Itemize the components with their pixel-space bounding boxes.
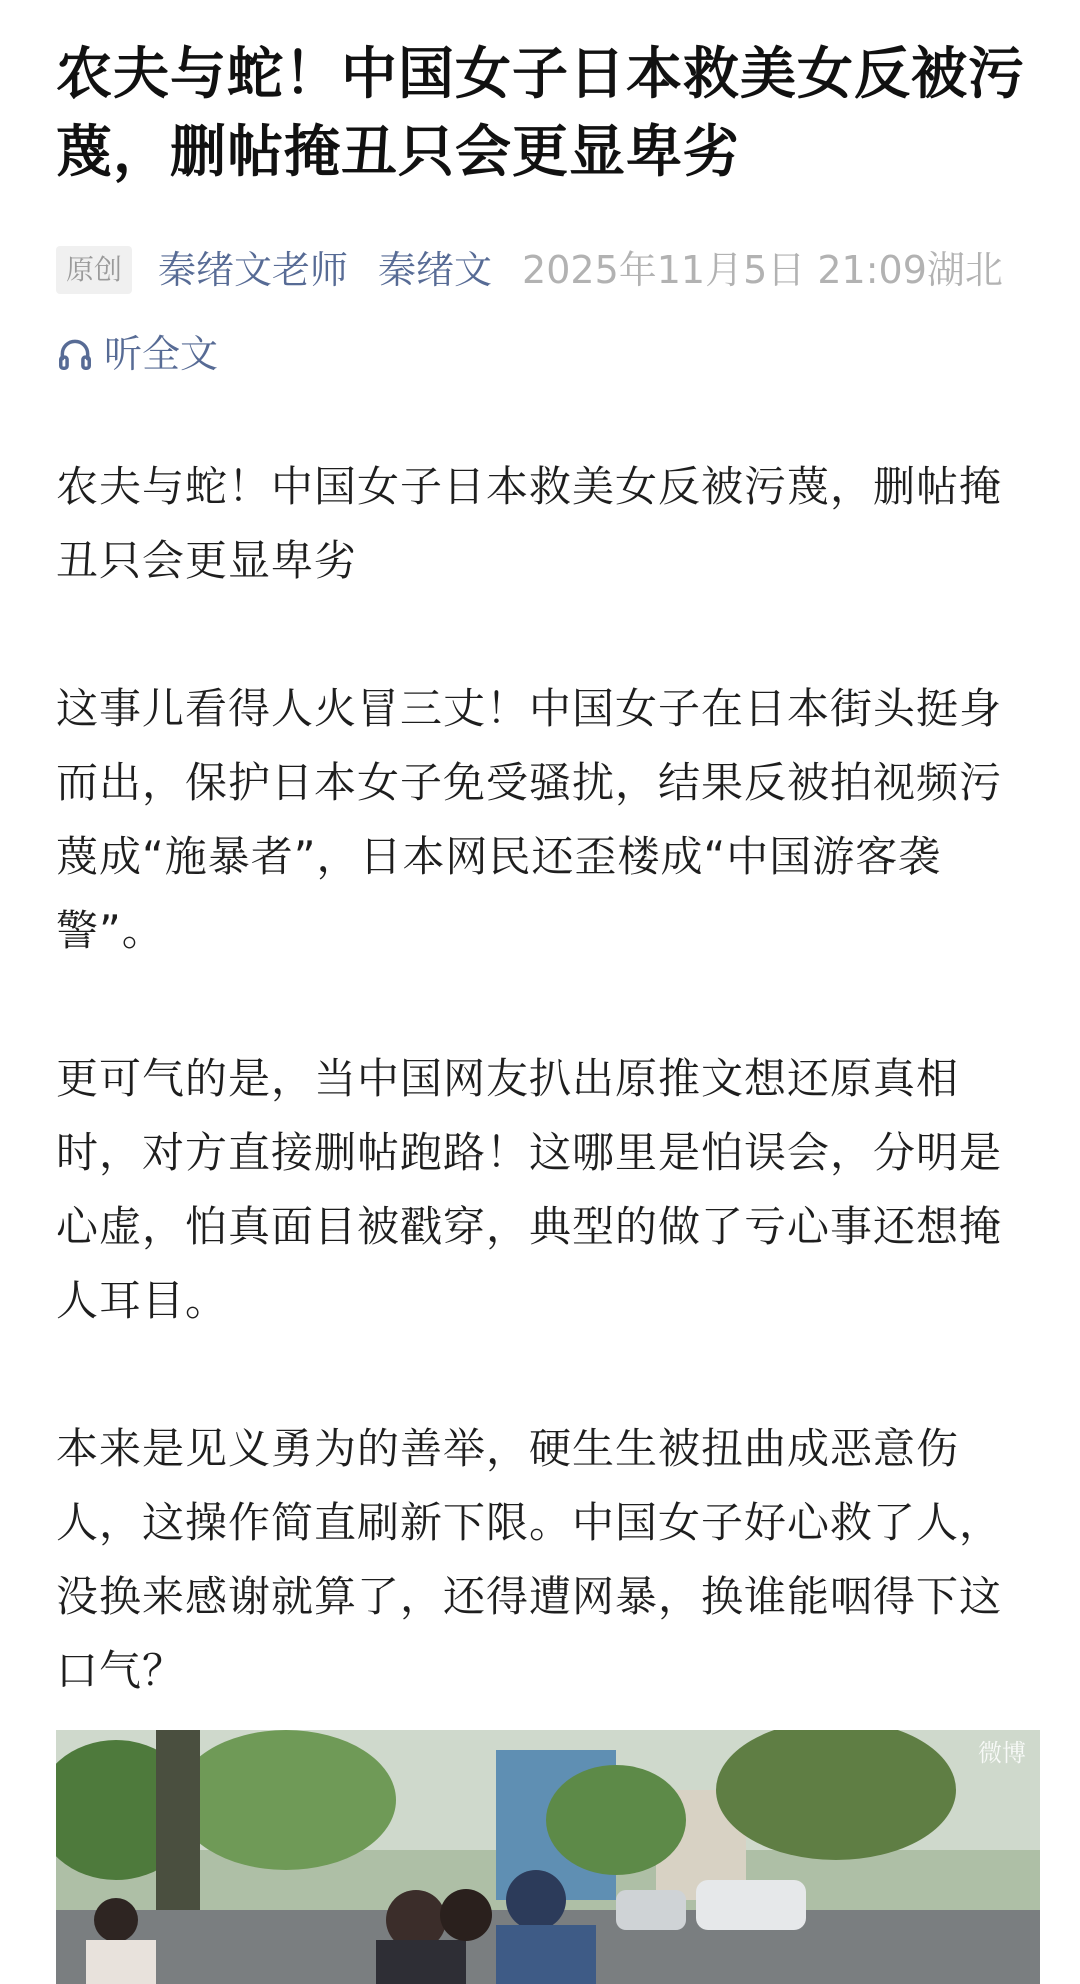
article-image[interactable]: [56, 1730, 1040, 1984]
paragraph: 更可气的是，当中国网友扒出原推文想还原真相时，对方直接删帖跑路！这哪里是怕误会，分明是心虚，怕真面目被戳穿，典型的做了亏心事还想掩人耳目。: [56, 1054, 1003, 1325]
paragraph: 本来是见义勇为的善举，硬生生被扭曲成恶意伤人，这操作简直刷新下限。中国女子好心救了人，没换来感谢就算了，还得遭网暴，换谁能咽得下这口气？: [56, 1424, 1003, 1695]
original-badge: 原创: [56, 246, 132, 294]
publish-datetime: 2025年11月5日 21:09: [522, 248, 927, 292]
publish-region: 湖北: [926, 248, 1003, 292]
article-title: 农夫与蛇！中国女子日本救美女反被污蔑，删帖掩丑只会更显卑劣: [56, 42, 1025, 185]
listen-label: 听全文: [104, 332, 219, 376]
headphones-icon: [56, 335, 94, 373]
author-account-link[interactable]: 秦绪文: [378, 248, 493, 292]
article-page: [56, 0, 1040, 1718]
author-name-link[interactable]: 秦绪文老师: [158, 248, 349, 292]
article-body: [56, 450, 1040, 1708]
listen-full-text-button[interactable]: [56, 312, 218, 396]
paragraph: 这事儿看得人火冒三丈！中国女子在日本街头挺身而出，保护日本女子免受骚扰，结果反被拍视频污蔑成“施暴者”，日本网民还歪楼成“中国游客袭警”。: [56, 684, 1003, 955]
paragraph: 农夫与蛇！中国女子日本救美女反被污蔑，删帖掩丑只会更显卑劣: [56, 462, 1003, 585]
image-watermark: 微博: [978, 1739, 1026, 1767]
street-scene-illustration: [56, 1730, 1040, 1984]
article-meta: [56, 228, 1040, 396]
